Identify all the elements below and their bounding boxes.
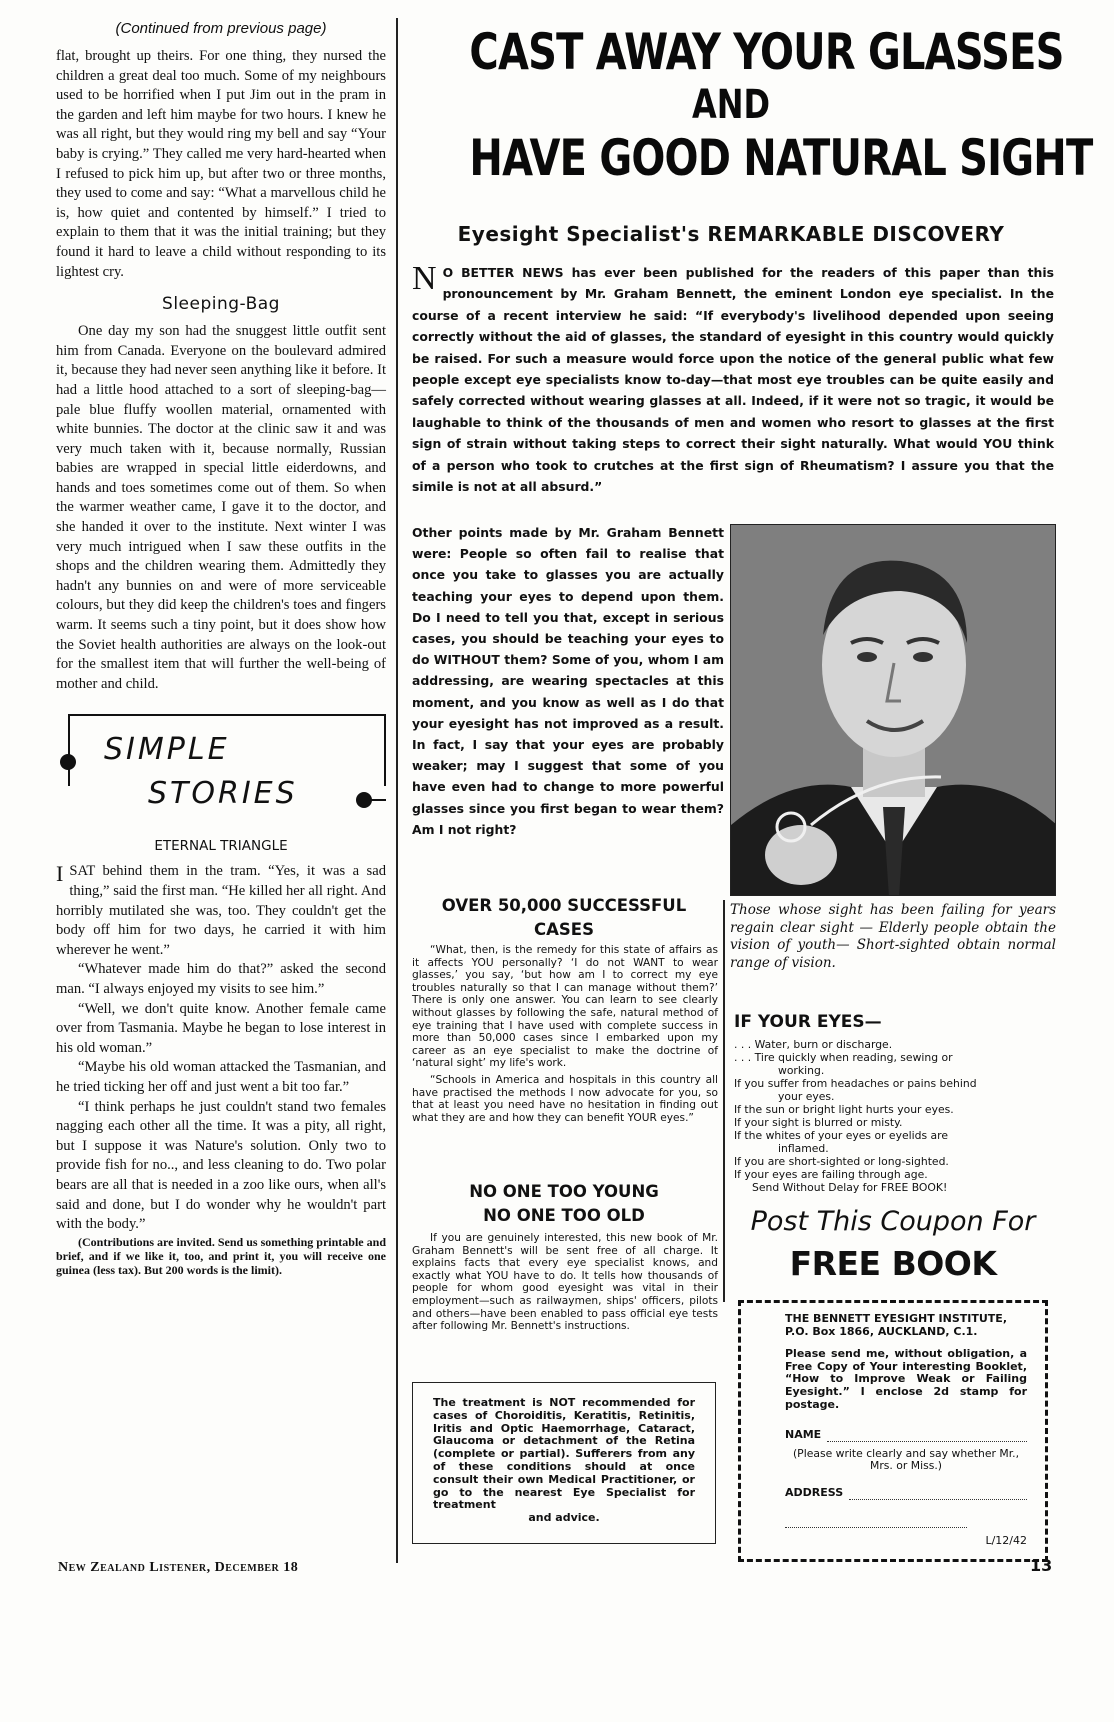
column-divider bbox=[723, 900, 725, 1302]
man-with-glasses-illustration bbox=[731, 525, 1056, 896]
ad-paragraph: “What, then, is the remedy for this state of affairs as it affects YOU personally? ‘I do not WANT to wear glasses,’ you say, ‘but how am I to correct my eye troubles naturally so that I can manage without them?’ There is only one answer. You can learn to see clearly without glasses by following the safe, natural method of eye training that I have used with complete success in more than 50,000 cases since I embarked upon my career as an eye specialist to make the doctrine of ‘natural sight’ my life's work. bbox=[412, 944, 718, 1070]
section-heading: NO ONE TOO YOUNG NO ONE TOO OLD bbox=[469, 1182, 659, 1225]
ad-subheadline: Eyesight Specialist's REMARKABLE DISCOVERY bbox=[457, 222, 1005, 246]
page-number: 13 bbox=[1030, 1556, 1053, 1575]
list-item: working. bbox=[778, 1064, 825, 1077]
drop-cap: N bbox=[412, 260, 437, 297]
ad-headline bbox=[404, 22, 1093, 188]
story-paragraph: ISAT behind them in the tram. “Yes, it was a sad thing,” said the first man. “He killed her all right. And horribly mutilated she was, too. They couldn't get the body off him for two days, he carried it with him wherever he went.” bbox=[56, 861, 386, 958]
headline-line-3: HAVE GOOD NATURAL SIGHT bbox=[469, 129, 1093, 187]
banner-word-simple: SIMPLE bbox=[100, 732, 234, 767]
publication-footer: New Zealand Listener, December 18 bbox=[58, 1560, 299, 1575]
contributions-note: (Contributions are invited. Send us something printable and brief, and if we like it, too, and print it, you will receive one guinea (less tax). But 200 words is the limit). bbox=[56, 1234, 386, 1277]
section-heading: IF YOUR EYES— bbox=[734, 1012, 882, 1032]
list-item: If your sight is blurred or misty. bbox=[734, 1116, 903, 1129]
headline-line-2: AND bbox=[691, 82, 771, 128]
address-input-line[interactable] bbox=[849, 1490, 1027, 1500]
list-item: your eyes. bbox=[778, 1090, 835, 1103]
list-item: If you are short-sighted or long-sighted. bbox=[734, 1155, 949, 1168]
list-item: inflamed. bbox=[778, 1142, 829, 1155]
simple-stories-banner bbox=[56, 714, 386, 832]
list-item: . . . Water, burn or discharge. bbox=[734, 1038, 893, 1051]
column-divider bbox=[396, 18, 398, 1563]
story-paragraph: “Well, we don't quite know. Another female came over from Tasmania. Maybe he began to lose interest in his old woman.” bbox=[56, 1000, 386, 1056]
name-label: NAME bbox=[785, 1428, 822, 1442]
banner-word-stories: STORIES bbox=[144, 776, 302, 811]
ad-points: Other points made by Mr. Graham Bennett were: People so often fail to realise that once you take to glasses you are actually teaching your eyes to depend upon them. Do I need to tell you that, except in serious cases, you should be teaching your eyes to do WITHOUT them? Some of you, whom I am addressing, are wearing spectacles at this moment, and you know as well as I do that your eyesight has not improved as a result. In fact, I say that your eyes are probably weaker; may I suggest that some of you have even had to change to more powerful glasses since you first began to wear them? Am I not right? bbox=[412, 525, 724, 837]
list-item: If your eyes are failing through age. bbox=[734, 1168, 928, 1181]
ad-paragraph: “Schools in America and hospitals in this country all have practised the methods I now advocate for you, so that at least you need have no hesitation in finding out what they are and how they can benefit YOUR eyes.” bbox=[412, 1073, 718, 1124]
coupon-note: (Please write clearly and say whether Mr., Mrs. or Miss.) bbox=[792, 1446, 1020, 1473]
address-field[interactable] bbox=[765, 1487, 1027, 1500]
drop-cap: I bbox=[56, 861, 64, 887]
free-book-heading: FREE BOOK bbox=[789, 1244, 997, 1283]
name-field[interactable] bbox=[765, 1429, 1027, 1442]
ad-paragraph: If you are genuinely interested, this new book of Mr. Graham Bennett's will be sent free of all charge. It explains facts that every eye specialist knows, and exactly what YOU have to do. It tells how thousands of people for whom good eyesight was vital in their employment—such as railwaymen, ships' officers, pilots and others—have been enabled to pass official eye tests after following Mr. Bennett's instructions. bbox=[412, 1232, 718, 1333]
photo-caption: Those whose sight has been failing for years regain clear sight — Elderly people obtain the vision of youth— Short-sighted obtain normal range of vision. bbox=[730, 902, 1056, 971]
coupon-code: L/12/42 bbox=[985, 1534, 1027, 1547]
ad-intro: N O BETTER NEWS has ever been published for the readers of this paper than this pronouncement by Mr. Graham Bennett, the eminent London eye specialist. In the course of a recent interview he said: “If everybody's livelihood depended upon seeing correctly without the aid of glasses, the standard of eyesight in this country would quickly be raised. For such a measure would force upon the notice of the general public what few people except eye specialists know to-day—that most eye troubles can be quite easily and safely corrected without wearing glasses at all. Indeed, if it were not so tragic, it would be laughable to think of the thousands of men and women who resort to glasses at the first sign of strain without taking steps to correct their sight naturally. What would YOU think of a person who took to crutches at the first sign of Rheumatism? I assure you that the simile is not at all absurd.” bbox=[412, 260, 1054, 495]
left-column bbox=[56, 20, 386, 1277]
headline-line-1: CAST AWAY YOUR GLASSES bbox=[469, 23, 1064, 81]
continued-note: (Continued from previous page) bbox=[115, 20, 327, 37]
coupon-body: Please send me, without obligation, a Free Copy of Your interesting Booklet, “How to Improve Weak or Failing Eyesight.” I enclose 2d stamp for postage. bbox=[785, 1347, 1027, 1411]
address-field-line-2[interactable] bbox=[765, 1518, 1027, 1528]
article-paragraph: One day my son had the snuggest little outfit sent him from Canada. Everyone on the boulevard admired it, because they had never seen anything like it before. It had a little hood attached to a sort of sleeping-bag—pale blue fluffy woollen material, ornamented with white bunnies. The doctor at the clinic saw it and was very much taken with it, because normally, Russian babies are wrapped in special little eiderdowns, and hands and toes sometimes come out of them. So when the warmer weather came, I gave it to the doctor, and she handed it over to the institute. Next winter I was very much intrigued when I saw these outfits in the shops and the children wearing them. Admittedly they hadn't any bunnies on and were of more serviceable colours, but they did keep the children's toes and fingers warm. It seems such a tiny point, but it does show how the Soviet health authorities are always on the look-out for the smallest item that will further the well-being of mother and child. bbox=[56, 323, 386, 692]
coupon-form[interactable] bbox=[738, 1300, 1048, 1562]
story-paragraph: “Maybe his old woman attacked the Tasmanian, and he tried ticking her off and just went a bit too far.” bbox=[56, 1059, 386, 1095]
story-title: ETERNAL TRIANGLE bbox=[154, 838, 288, 855]
cases-text bbox=[412, 944, 718, 1124]
list-item: If the whites of your eyes or eyelids are bbox=[734, 1129, 948, 1142]
section-heading: OVER 50,000 SUCCESSFUL CASES bbox=[441, 896, 687, 939]
list-item: If you suffer from headaches or pains behind bbox=[734, 1077, 977, 1090]
name-input-line[interactable] bbox=[827, 1432, 1027, 1442]
portrait-photo bbox=[730, 524, 1056, 896]
young-text bbox=[412, 1232, 718, 1333]
address-input-line[interactable] bbox=[785, 1518, 967, 1528]
address-label: ADDRESS bbox=[785, 1485, 844, 1499]
banner-rule bbox=[368, 799, 386, 801]
list-item: Send Without Delay for FREE BOOK! bbox=[752, 1181, 948, 1194]
story-paragraph: “I think perhaps he just couldn't stand two females nagging each other all the time. It was a pity, all right, but I suppose it was Nature's solution. Only two to provide fish for no.., and less cleaning to do. Two polar bears are all that is needed in a zoo like ours, when all's said and done, but I do wonder why he wouldn't part with the body.” bbox=[56, 1098, 386, 1233]
list-item: If the sun or bright light hurts your eyes. bbox=[734, 1103, 954, 1116]
coupon-institute: THE BENNETT EYESIGHT INSTITUTE, bbox=[785, 1312, 1007, 1325]
coupon-address: P.O. Box 1866, AUCKLAND, C.1. bbox=[785, 1324, 978, 1338]
article-paragraph: flat, brought up theirs. For one thing, they nursed the children a great deal too much. Some of my neighbours used to be horrified when I put Jim out in the pram in the garden and left him maybe for two hours. I knew he was all right, but they would ring my bell and say “Your baby is crying.” They called me very hard-hearted when I refused to pick him up, but after two or three months, they used to come and say: “What a marvellous child he is, how quiet and contented by himself.” I tried to explain to them that it was the initial training; but they found it hard to leave a child without responding to its lightest cry. bbox=[56, 48, 386, 280]
list-item: . . . Tire quickly when reading, sewing or bbox=[734, 1051, 953, 1064]
warning-box: The treatment is NOT recommended for cases of Choroiditis, Keratitis, Retinitis, Iritis and Optic Haemorrhage, Cataract, Glaucoma or detachment of the Retina (complete or partial). Sufferers from any of these conditions should at once consult their own Medical Practitioner, or go to the nearest Eye Specialist for treatment and advice. bbox=[412, 1382, 716, 1544]
story-paragraph: “Whatever made him do that?” asked the second man. “I always enjoyed my visits to see him.” bbox=[56, 961, 386, 997]
symptom-list bbox=[734, 1038, 1052, 1194]
coupon-call-to-action: Post This Coupon For bbox=[750, 1206, 1036, 1237]
section-subhead: Sleeping-Bag bbox=[162, 294, 280, 315]
